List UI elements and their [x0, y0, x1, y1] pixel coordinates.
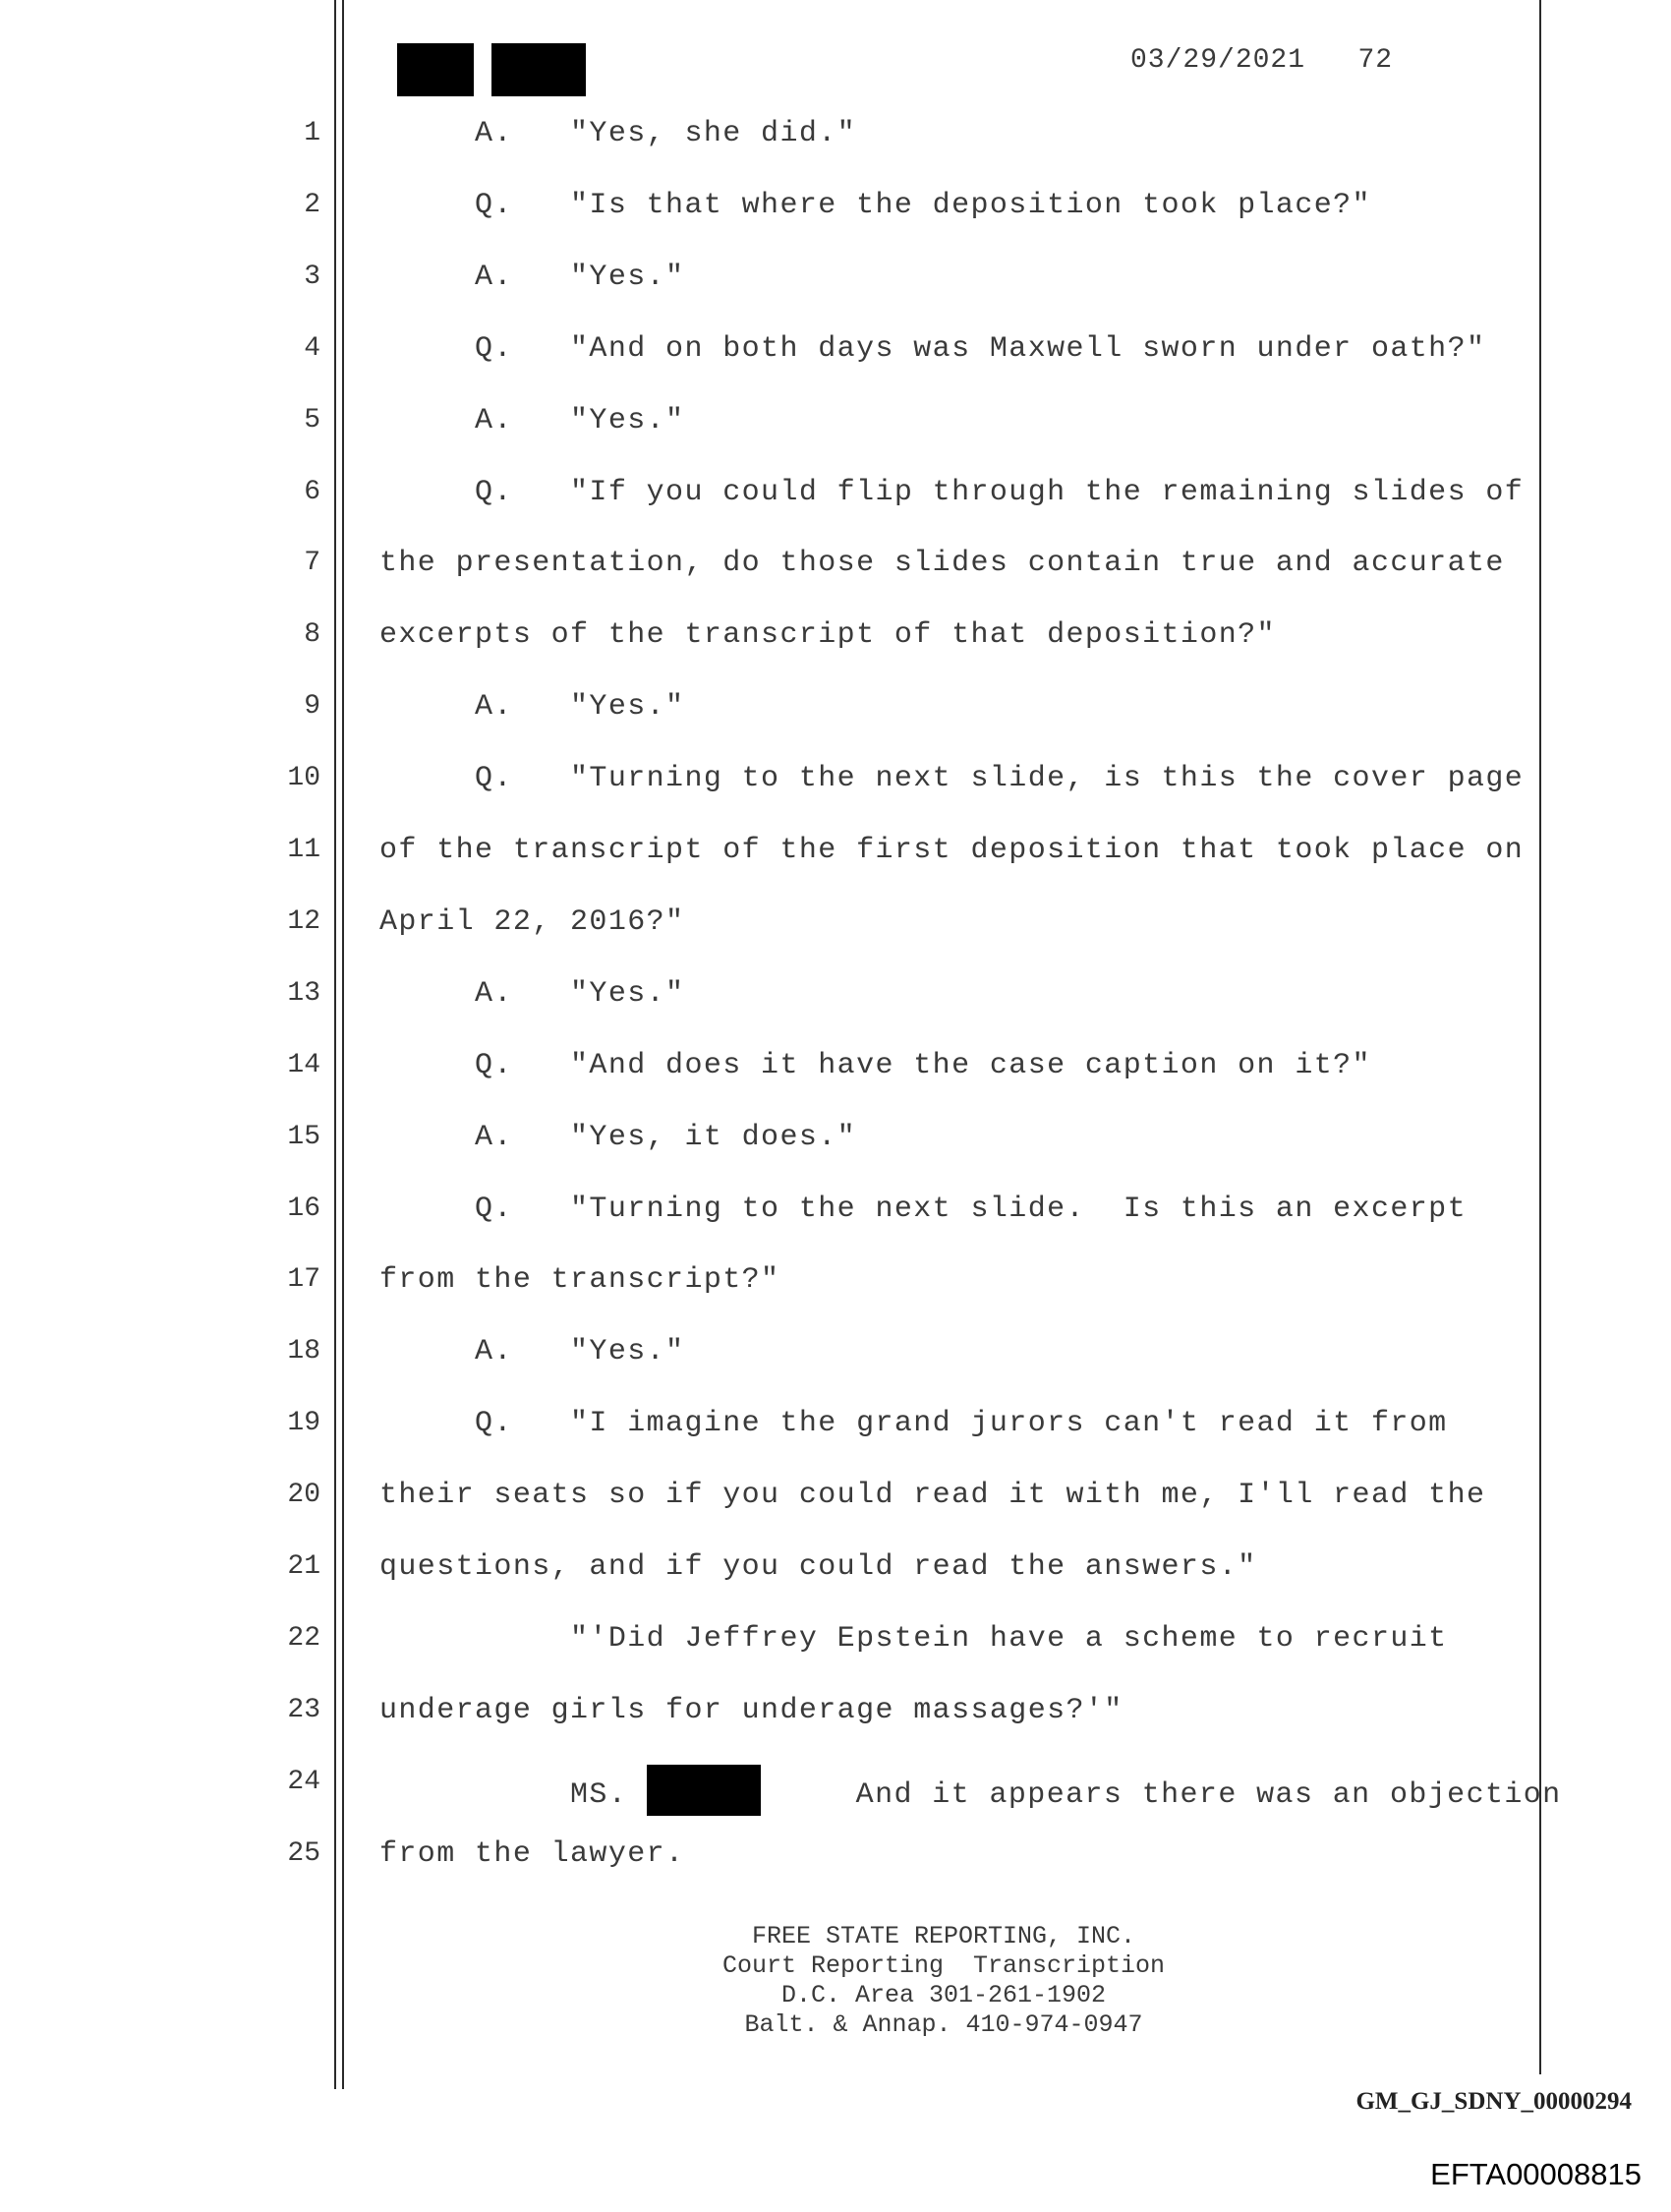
line-number: 14 — [287, 1050, 320, 1080]
line-number: 24 — [287, 1767, 320, 1797]
transcript-line: A. "Yes, she did." — [379, 117, 857, 150]
line-number: 4 — [304, 333, 320, 364]
transcript-line: of the transcript of the first deposition that took place on — [379, 834, 1525, 867]
line-number: 22 — [287, 1623, 320, 1654]
page-number: 72 — [1357, 45, 1394, 76]
transcript-line — [379, 1765, 1562, 1816]
transcript-line: A. "Yes, it does." — [379, 1121, 857, 1154]
transcript-date: 03/29/2021 — [1130, 45, 1306, 76]
speaker-statement: And it appears there was an objection — [760, 1778, 1562, 1812]
line-number: 20 — [287, 1480, 320, 1510]
line-number: 17 — [287, 1264, 320, 1295]
header-redaction-2 — [491, 43, 586, 96]
line-number: 23 — [287, 1695, 320, 1725]
line-number: 16 — [287, 1193, 320, 1224]
line-number: 12 — [287, 906, 320, 937]
transcript-line: underage girls for underage massages?'" — [379, 1694, 1124, 1727]
transcript-line: Q. "Turning to the next slide. Is this an excerpt — [379, 1193, 1467, 1226]
transcript-line: questions, and if you could read the answers." — [379, 1550, 1257, 1584]
transcript-line: Q. "If you could flip through the remaining slides of — [379, 476, 1525, 509]
transcript-line: their seats so if you could read it with me, I'll read the — [379, 1479, 1486, 1512]
line-number: 1 — [304, 118, 320, 148]
line-number: 11 — [287, 835, 320, 865]
transcript-line: excerpts of the transcript of that deposition?" — [379, 618, 1276, 652]
transcript-line: "'Did Jeffrey Epstein have a scheme to recruit — [379, 1622, 1448, 1656]
transcript-line: Q. "And does it have the case caption on it?" — [379, 1049, 1371, 1082]
transcript-line: Q. "Is that where the deposition took place?" — [379, 189, 1371, 222]
line-number: 5 — [304, 405, 320, 436]
transcript-line: Q. "Turning to the next slide, is this the cover page — [379, 762, 1525, 795]
footer-dc-phone: D.C. Area 301-261-1902 — [780, 1981, 1107, 2009]
header-date-page — [1130, 45, 1445, 76]
bates-number: GM_GJ_SDNY_00000294 — [1355, 2088, 1632, 2115]
left-margin-rule-outer — [334, 0, 336, 2089]
transcript-line: the presentation, do those slides contain true and accurate — [379, 547, 1505, 580]
line-number: 21 — [287, 1551, 320, 1582]
header-redaction-1 — [397, 43, 474, 96]
footer-balt-phone: Balt. & Annap. 410-974-0947 — [744, 2010, 1143, 2039]
line-number: 19 — [287, 1408, 320, 1438]
transcript-line: A. "Yes." — [379, 977, 685, 1011]
transcript-line: April 22, 2016?" — [379, 905, 685, 939]
line-number: 6 — [304, 477, 320, 507]
transcript-line: A. "Yes." — [379, 690, 685, 724]
line-number: 3 — [304, 262, 320, 292]
transcript-line: A. "Yes." — [379, 261, 685, 294]
line-number: 18 — [287, 1336, 320, 1367]
left-margin-rule-inner — [342, 0, 344, 2089]
transcript-line: Q. "And on both days was Maxwell sworn under oath?" — [379, 332, 1486, 366]
line-number: 2 — [304, 190, 320, 220]
footer-company: FREE STATE REPORTING, INC. — [751, 1922, 1136, 1950]
efta-number: EFTA00008815 — [1430, 2157, 1642, 2191]
transcript-line: from the lawyer. — [379, 1837, 685, 1871]
reporter-footer — [629, 1922, 1258, 2040]
transcript-line: from the transcript?" — [379, 1263, 780, 1297]
name-redaction — [647, 1765, 761, 1816]
line-number: 25 — [287, 1838, 320, 1869]
line-number: 15 — [287, 1122, 320, 1152]
footer-services: Court Reporting Transcription — [721, 1951, 1166, 1980]
line-number: 13 — [287, 978, 320, 1009]
speaker-prefix: MS. — [379, 1778, 647, 1812]
transcript-line: Q. "I imagine the grand jurors can't read it from — [379, 1407, 1448, 1440]
line-number: 7 — [304, 548, 320, 578]
line-number: 8 — [304, 619, 320, 650]
transcript-line: A. "Yes." — [379, 1335, 685, 1368]
right-margin-rule — [1539, 0, 1541, 2074]
transcript-line: A. "Yes." — [379, 404, 685, 437]
line-number: 9 — [304, 691, 320, 722]
line-number: 10 — [287, 763, 320, 793]
